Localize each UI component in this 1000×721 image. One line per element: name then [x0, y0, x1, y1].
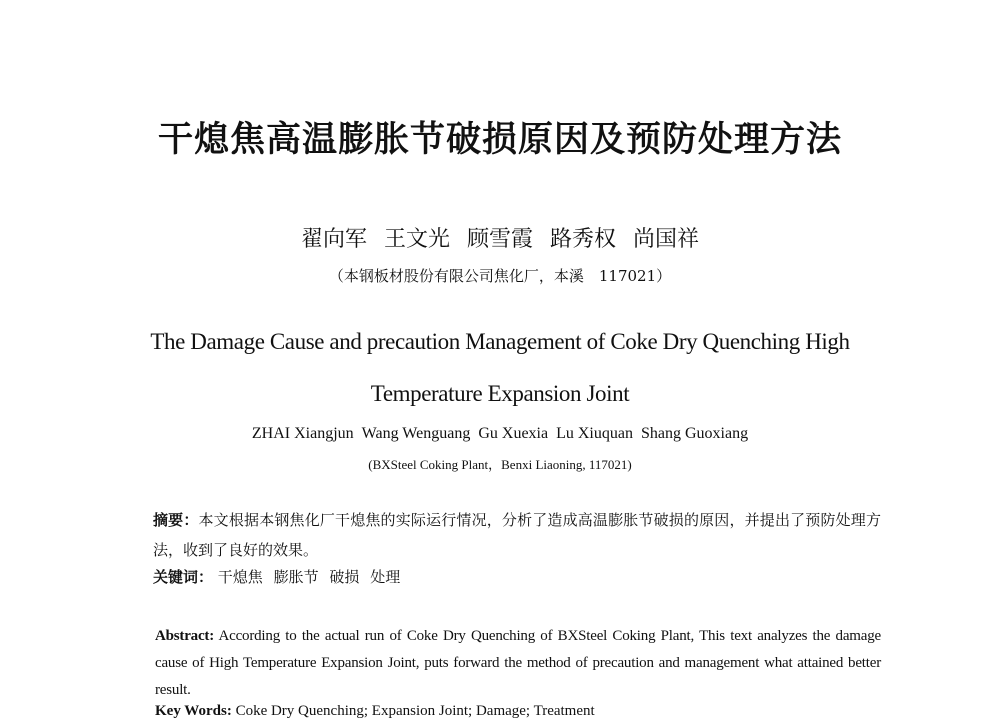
author-en: ZHAI Xiangjun	[251, 425, 354, 442]
keywords-cn	[153, 565, 881, 589]
abstract-cn-text: 本文根据本钢焦化厂干熄焦的实际运行情况，分析了造成高温膨胀节破损的原因，并提出了预防处理方法，收到了良好的效果。	[153, 511, 881, 559]
author-en: Shang Guoxiang	[640, 425, 749, 442]
keywords-en	[155, 701, 881, 721]
paper-title-en-line1: The Damage Cause and precaution Management of Coke Dry Quenching High	[150, 329, 850, 354]
paper-title-en-line2: Temperature Expansion Joint	[370, 381, 630, 406]
author-list-cn	[0, 222, 1000, 253]
abstract-cn-label: 摘要：	[153, 511, 199, 529]
author-cn: 王文光	[383, 227, 450, 252]
keyword-cn: 干熄焦	[217, 568, 263, 586]
keyword-cn: 处理	[370, 568, 401, 586]
abstract-en-text: According to the actual run of Coke Dry Quenching of BXSteel Coking Plant, This text analyzes the damage cause of High Temperature Expansion Joint, puts forward the method of precaution and management what attained better result.	[155, 628, 881, 698]
paper-title-cn: 干熄焦高温膨胀节破损原因及预防处理方法	[157, 120, 842, 160]
author-en: Gu Xuexia	[478, 425, 549, 442]
affiliation-en: (BXSteel Coking Plant，Benxi Liaoning, 117021)	[368, 457, 632, 472]
author-cn: 翟向军	[300, 227, 367, 252]
affiliation-cn: （本钢板材股份有限公司焦化厂，本溪 117021）	[328, 267, 672, 285]
abstract-cn	[153, 505, 881, 565]
keyword-cn: 膨胀节	[273, 568, 319, 586]
keywords-en-label: Key Words:	[155, 703, 232, 719]
abstract-en	[155, 623, 881, 704]
abstract-en-label: Abstract:	[155, 628, 215, 644]
keyword-cn: 破损	[329, 568, 360, 586]
author-cn: 尚国祥	[633, 227, 700, 252]
author-cn: 路秀权	[550, 227, 617, 252]
keywords-en-text: Coke Dry Quenching; Expansion Joint; Damage; Treatment	[235, 703, 595, 719]
keywords-cn-label: 关键词：	[153, 568, 214, 586]
author-list-en	[0, 425, 1000, 443]
author-en: Wang Wenguang	[361, 425, 471, 442]
author-en: Lu Xiuquan	[556, 425, 633, 442]
author-cn: 顾雪霞	[466, 227, 533, 252]
